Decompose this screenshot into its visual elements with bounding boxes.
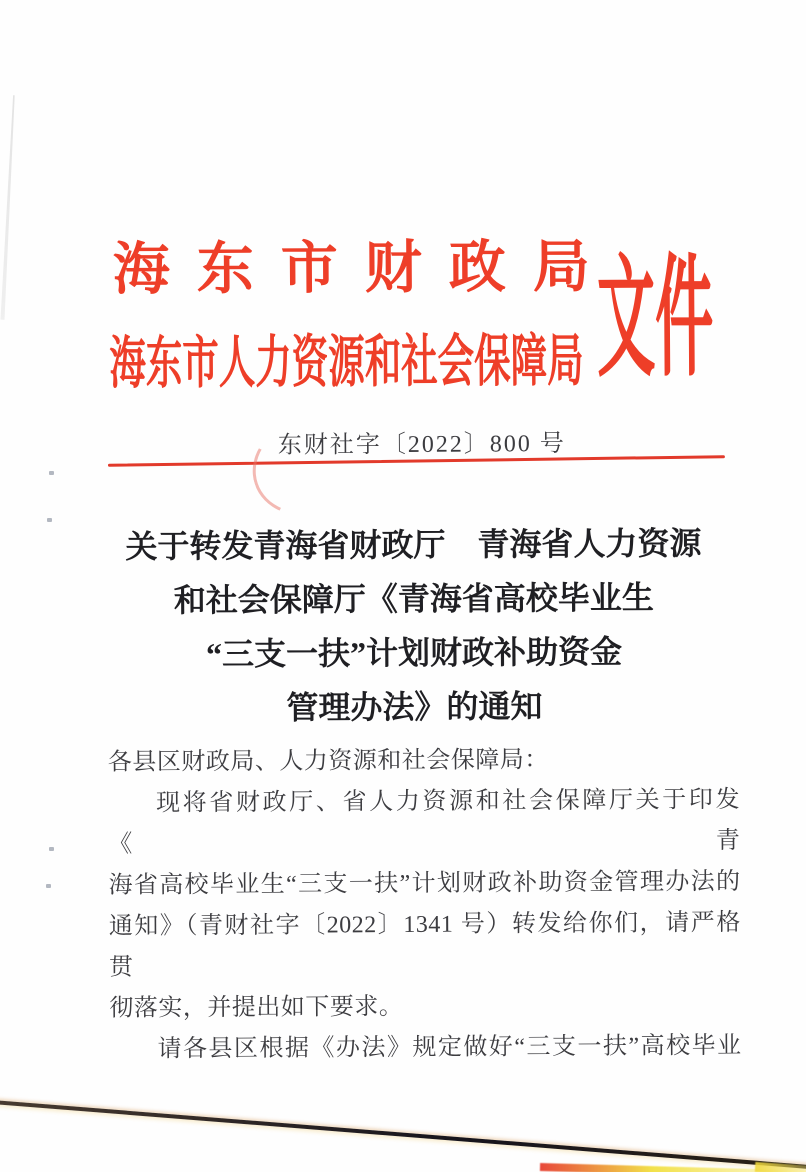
doc-number: 东财社字〔2022〕800 号 xyxy=(277,431,566,459)
dust-speck xyxy=(49,471,54,475)
body-line: 现将省财政厅、省人力资源和社会保障厅关于印发《青 xyxy=(108,786,741,858)
dust-speck xyxy=(46,884,51,888)
body-line: 请各县区根据《办法》规定做好“三支一扶”高校毕业 xyxy=(157,1032,742,1063)
title-line: 关于转发青海省财政厅 青海省人力资源 xyxy=(125,525,702,565)
doc-type-text: 文件 xyxy=(596,245,714,393)
dust-speck xyxy=(49,847,54,851)
body-line: 彻落实，并提出如下要求。 xyxy=(109,994,404,1022)
title-line: 管理办法》的通知 xyxy=(286,688,543,726)
body-text xyxy=(108,739,742,1071)
dust-speck xyxy=(47,518,52,522)
doc-type-label xyxy=(596,245,806,393)
stamp-arc-artifact xyxy=(240,403,377,529)
body-line: 海省高校毕业生“三支一扶”计划财政补助资金管理办法的 xyxy=(108,868,741,899)
title-line: “三支一扶”计划财政补助资金 xyxy=(206,633,623,673)
salutation-line: 各县区财政局、人力资源和社会保障局： xyxy=(107,747,549,776)
body-line: 通知》（青财社字〔2022〕1341 号）转发给你们，请严格贯 xyxy=(108,909,741,981)
org-name-line-2-text: 海东市人力资源和社会保障局 xyxy=(109,329,584,396)
title-line: 和社会保障厅《青海省高校毕业生 xyxy=(173,579,654,619)
org-name-line-1: 海东市财政局 xyxy=(112,235,617,302)
document-title xyxy=(93,516,734,736)
